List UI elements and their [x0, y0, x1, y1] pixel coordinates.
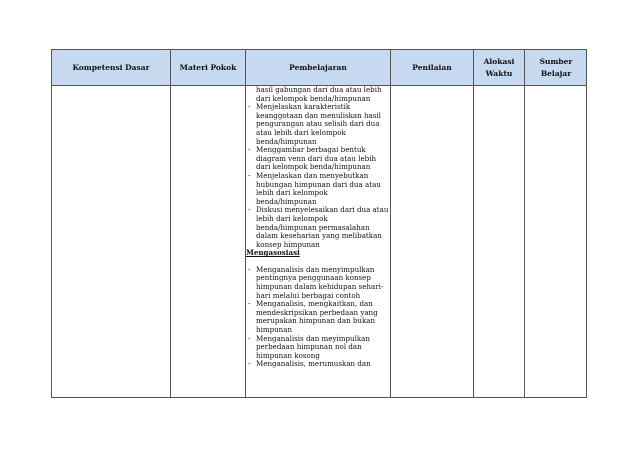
column-divider	[524, 50, 525, 397]
list-item	[248, 206, 390, 249]
header-sumber-belajar	[525, 50, 587, 85]
bullet-dash: -	[248, 205, 251, 215]
header-materi-pokok	[171, 50, 245, 85]
pembelajaran-cell	[248, 86, 390, 369]
list-item	[248, 146, 390, 172]
bullet-dash: -	[248, 102, 251, 112]
column-divider	[473, 50, 474, 397]
list-item-text: Menganalisis dan menyimpulkan pentingnya penggunaan konsep himpunan dalam kehidupan sehari-hari melalui berbagai contoh	[256, 264, 384, 300]
list-item-text: Menganalisis dan meyimpulkan perbedaan himpunan nol dan himpunan kosong	[256, 333, 370, 360]
bullet-dash: -	[248, 170, 251, 180]
list-item-text: Diskusi menyelesaikan dari dua atau lebih dari kelompok benda/himpunan permasalahan dalam keseharian yang melibatkan konsep himpunan	[256, 205, 389, 249]
list-item	[248, 335, 390, 361]
list-item	[248, 300, 390, 334]
list-item-text: Menjelaskan karakteristik keanggotaan dan menuliskan hasil pengurangan atau selisih dari dua atau lebih dari kelompok benda/himpunan	[256, 102, 381, 146]
header-materi-label: Materi Pokok	[179, 62, 237, 72]
list-item-text: Menggambar berbagai bentuk diagram venn dari dua atau lebih dari kelompok benda/himpunan	[256, 145, 377, 172]
continued-text: hasil gabungan dari dua atau lebih dari kelompok benda/himpunan	[256, 85, 382, 103]
header-kompetensi-dasar	[52, 50, 170, 85]
section-heading-mengasosiasi: Mengasosiasi	[246, 248, 300, 258]
header-kompetensi-label: Kompetensi Dasar	[72, 62, 150, 72]
list-item	[248, 172, 390, 206]
header-alokasi-waktu	[474, 50, 524, 85]
bullet-dash: -	[248, 299, 251, 309]
header-penilaian	[391, 50, 473, 85]
header-pembelajaran-label: Pembelajaran	[289, 62, 347, 72]
syllabus-table	[51, 49, 587, 398]
header-pembelajaran	[246, 50, 390, 85]
header-waktu-label: Waktu	[485, 68, 513, 78]
bullet-dash: -	[248, 359, 251, 369]
column-divider	[170, 50, 171, 397]
column-divider	[390, 50, 391, 397]
list-item-text: Menganalisis, mengkaitkan, dan mendeskripsikan perbedaan yang merupakan himpunan dan bukan himpunan	[256, 299, 378, 335]
list-item	[248, 103, 390, 146]
list-item-text: Menjelaskan dan menyebutkan hubungan himpunan dari dua atau lebih dari kelompok benda/himpunan	[256, 170, 381, 206]
bullet-dash: -	[248, 145, 251, 155]
header-sumber-label: Sumber	[539, 56, 573, 66]
header-penilaian-label: Penilaian	[412, 62, 452, 72]
list-item	[248, 266, 390, 300]
bullet-dash: -	[248, 264, 251, 274]
bullet-dash: -	[248, 333, 251, 343]
header-alokasi-label: Alokasi	[483, 56, 515, 66]
list-item-text: Menganalisis, merumuskan dan	[256, 359, 371, 369]
header-belajar-label: Belajar	[540, 68, 572, 78]
list-item	[248, 360, 390, 369]
column-divider	[245, 50, 246, 397]
